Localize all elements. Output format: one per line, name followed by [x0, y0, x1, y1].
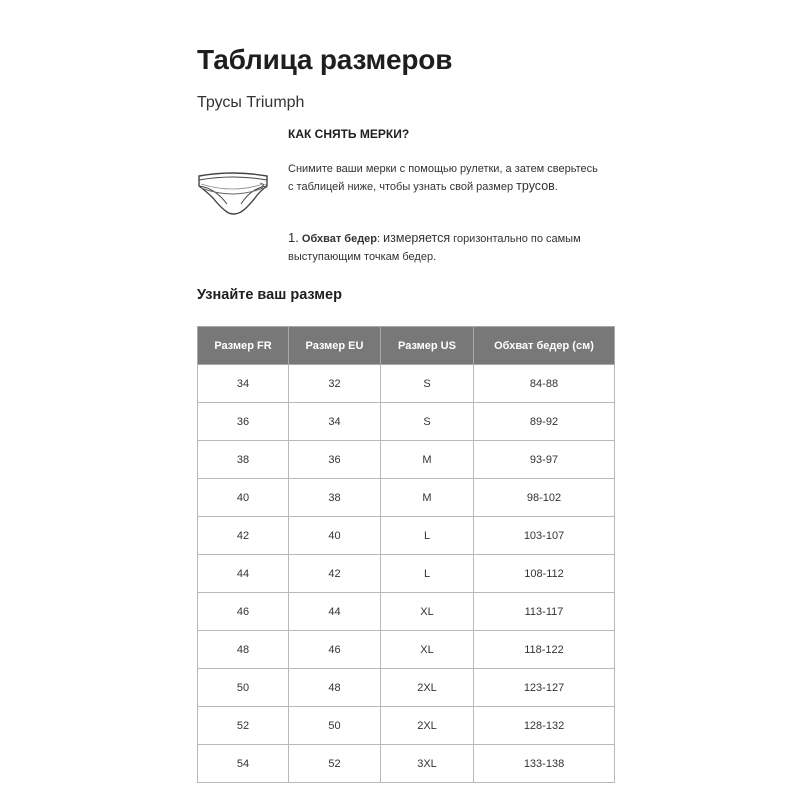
- cell-eu: 42: [289, 555, 381, 593]
- table-row: [198, 517, 615, 555]
- cell-hips: 84-88: [474, 365, 615, 403]
- measure-step-hips: [288, 229, 608, 266]
- cell-hips: 113-117: [474, 593, 615, 631]
- cell-eu: 46: [289, 631, 381, 669]
- briefs-measuring-tape-icon: [197, 168, 271, 218]
- cell-fr: 52: [198, 707, 289, 745]
- cell-fr: 36: [198, 403, 289, 441]
- column-header-hips: Обхват бедер (см): [474, 327, 615, 365]
- cell-hips: 93-97: [474, 441, 615, 479]
- table-row: [198, 441, 615, 479]
- column-header-us: Размер US: [381, 327, 474, 365]
- cell-us: S: [381, 403, 474, 441]
- measure-instructions: [288, 161, 598, 196]
- cell-hips: 118-122: [474, 631, 615, 669]
- cell-hips: 108-112: [474, 555, 615, 593]
- cell-fr: 34: [198, 365, 289, 403]
- table-row: [198, 707, 615, 745]
- table-row: [198, 365, 615, 403]
- how-to-measure-heading: КАК СНЯТЬ МЕРКИ?: [288, 127, 410, 141]
- cell-us: L: [381, 555, 474, 593]
- table-row: [198, 745, 615, 783]
- step-highlight: измеряется: [383, 231, 451, 245]
- cell-eu: 52: [289, 745, 381, 783]
- cell-fr: 44: [198, 555, 289, 593]
- step-colon: :: [377, 233, 381, 245]
- cell-hips: 133-138: [474, 745, 615, 783]
- cell-hips: 98-102: [474, 479, 615, 517]
- step-text: горизонтально по самым выступающим точкам бедер.: [288, 233, 581, 263]
- step-number: 1.: [288, 230, 299, 245]
- table-row: [198, 555, 615, 593]
- cell-fr: 40: [198, 479, 289, 517]
- instructions-end: .: [554, 181, 558, 193]
- cell-eu: 38: [289, 479, 381, 517]
- cell-hips: 103-107: [474, 517, 615, 555]
- step-title: Обхват бедер: [301, 233, 378, 245]
- cell-us: M: [381, 441, 474, 479]
- column-header-eu: Размер EU: [289, 327, 381, 365]
- cell-fr: 38: [198, 441, 289, 479]
- instructions-text: Снимите ваши мерки с помощью рулетки, а затем сверьтесь с таблицей ниже, чтобы узнать свой размер: [288, 163, 598, 193]
- cell-us: M: [381, 479, 474, 517]
- cell-us: 2XL: [381, 707, 474, 745]
- cell-eu: 50: [289, 707, 381, 745]
- cell-eu: 36: [289, 441, 381, 479]
- cell-us: L: [381, 517, 474, 555]
- table-row: [198, 479, 615, 517]
- svg-text:1: 1: [264, 184, 268, 190]
- cell-us: 3XL: [381, 745, 474, 783]
- cell-fr: 46: [198, 593, 289, 631]
- size-table: [197, 326, 615, 783]
- cell-us: S: [381, 365, 474, 403]
- table-row: [198, 403, 615, 441]
- cell-hips: 128-132: [474, 707, 615, 745]
- table-row: [198, 593, 615, 631]
- page-subtitle: Трусы Triumph: [197, 94, 305, 111]
- instructions-highlight: трусов: [516, 179, 555, 193]
- cell-eu: 40: [289, 517, 381, 555]
- table-row: [198, 669, 615, 707]
- find-your-size-heading: Узнайте ваш размер: [197, 287, 342, 303]
- cell-us: XL: [381, 593, 474, 631]
- cell-us: XL: [381, 631, 474, 669]
- column-header-fr: Размер FR: [198, 327, 289, 365]
- cell-eu: 32: [289, 365, 381, 403]
- cell-hips: 89-92: [474, 403, 615, 441]
- table-header-row: [198, 327, 615, 365]
- cell-eu: 34: [289, 403, 381, 441]
- cell-hips: 123-127: [474, 669, 615, 707]
- cell-eu: 44: [289, 593, 381, 631]
- cell-us: 2XL: [381, 669, 474, 707]
- table-row: [198, 631, 615, 669]
- cell-fr: 48: [198, 631, 289, 669]
- cell-fr: 54: [198, 745, 289, 783]
- page-title: Таблица размеров: [197, 44, 453, 75]
- cell-fr: 50: [198, 669, 289, 707]
- cell-eu: 48: [289, 669, 381, 707]
- cell-fr: 42: [198, 517, 289, 555]
